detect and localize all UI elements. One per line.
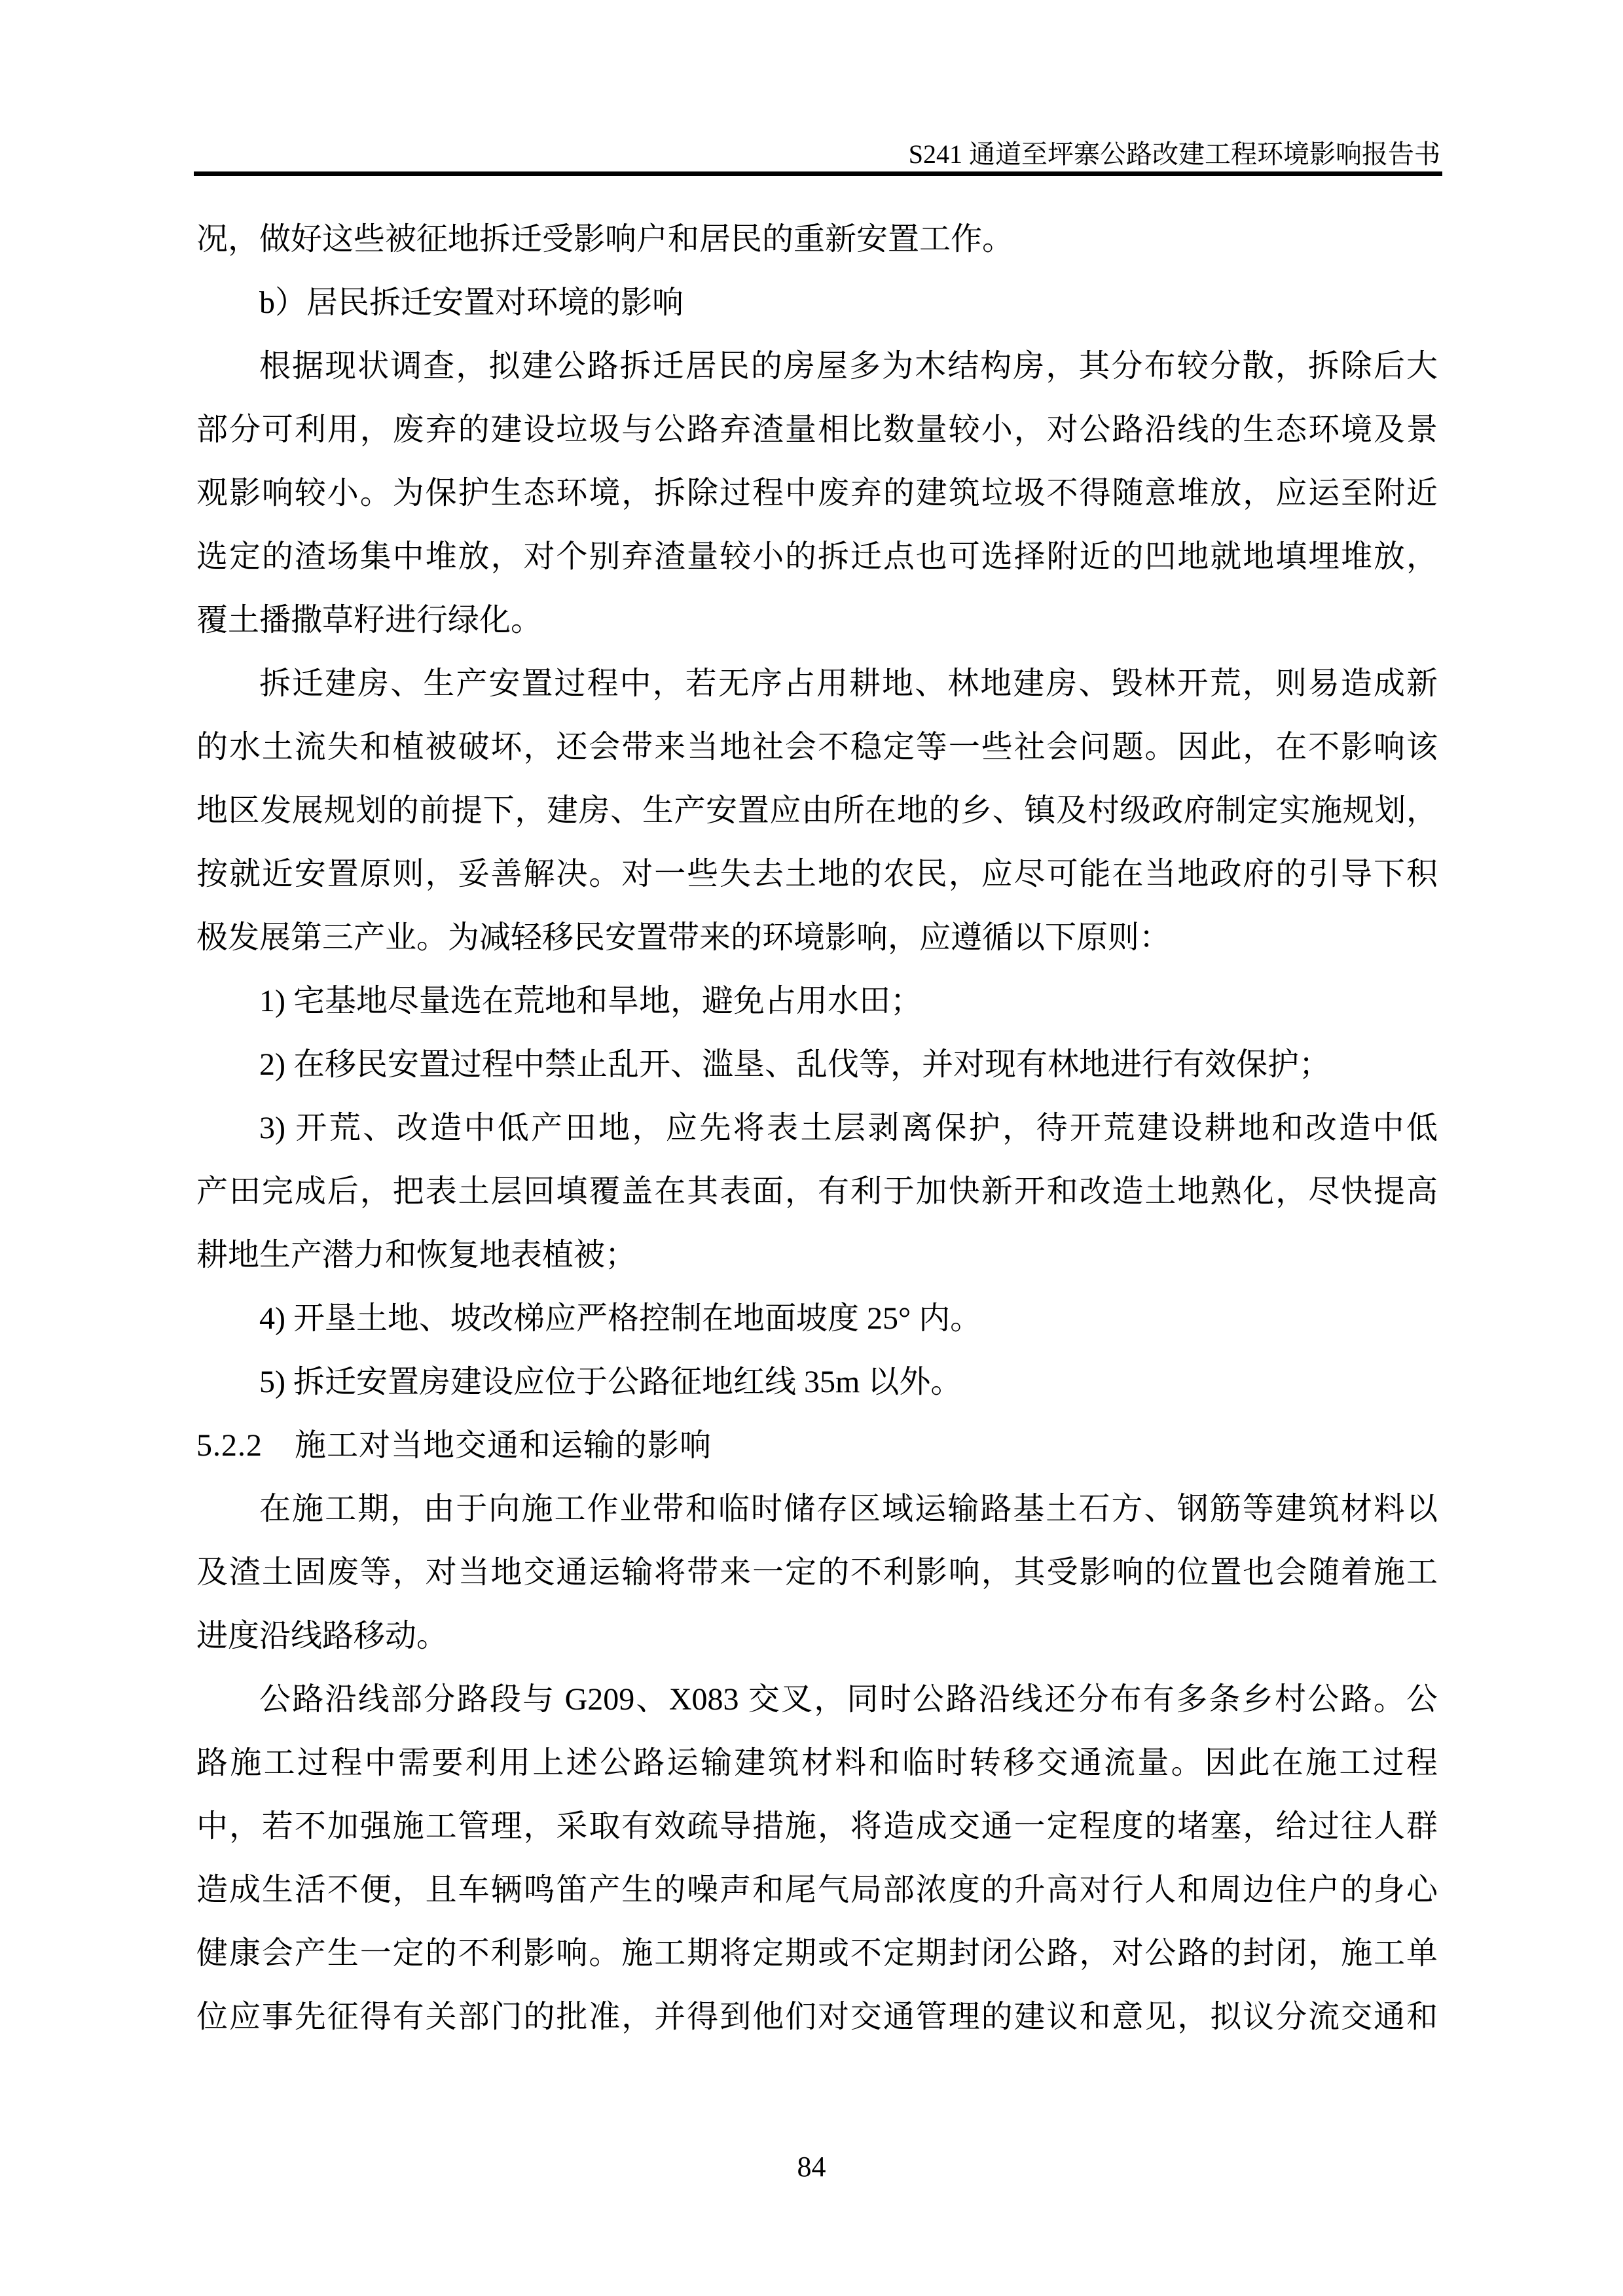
paragraph-line: 极发展第三产业。为减轻移民安置带来的环境影响，应遵循以下原则： [196, 920, 1171, 955]
paragraph-line: 况，做好这些被征地拆迁受影响户和居民的重新安置工作。 [196, 222, 1014, 257]
paragraph-line: 耕地生产潜力和恢复地表植被； [196, 1238, 637, 1272]
paragraph-line: 进度沿线路移动。 [196, 1619, 448, 1653]
paragraph-line: 选定的渣场集中堆放，对个别弃渣量较小的拆迁点也可选择附近的凹地就地填埋堆放， [196, 539, 1438, 574]
paragraph-line: 健康会产生一定的不利影响。施工期将定期或不定期封闭公路，对公路的封闭，施工单 [196, 1936, 1438, 1971]
subsection-label-line: b）居民拆迁安置对环境的影响 [259, 285, 684, 320]
paragraph-line: 公路沿线部分路段与 G209、X083 交叉，同时公路沿线还分布有多条乡村公路。公 [259, 1682, 1438, 1717]
list-item-line: 3) 开荒、改造中低产田地，应先将表土层剥离保护，待开荒建设耕地和改造中低 [259, 1111, 1438, 1145]
section-heading: 5.2.2 施工对当地交通和运输的影响 [196, 1428, 712, 1463]
header-title: S241 通道至坪寨公路改建工程环境影响报告书 [908, 139, 1440, 169]
paragraph-line: 地区发展规划的前提下，建房、生产安置应由所在地的乡、镇及村级政府制定实施规划， [196, 793, 1438, 828]
paragraph-line: 根据现状调查，拟建公路拆迁居民的房屋多为木结构房，其分布较分散，拆除后大 [259, 349, 1438, 384]
paragraph-line: 观影响较小。为保护生态环境，拆除过程中废弃的建筑垃圾不得随意堆放，应运至附近 [196, 476, 1438, 511]
list-item-line: 4) 开垦土地、坡改梯应严格控制在地面坡度 25° 内。 [259, 1301, 982, 1336]
paragraph-line: 部分可利用，废弃的建设垃圾与公路弃渣量相比数量较小，对公路沿线的生态环境及景 [196, 412, 1438, 447]
paragraph-line: 在施工期，由于向施工作业带和临时储存区域运输路基土石方、钢筋等建筑材料以 [259, 1492, 1438, 1526]
paragraph-line: 路施工过程中需要利用上述公路运输建筑材料和临时转移交通流量。因此在施工过程 [196, 1746, 1438, 1780]
list-item-line: 1) 宅基地尽量选在荒地和旱地，避免占用水田； [259, 984, 922, 1018]
header-rule [194, 171, 1442, 176]
paragraph-line: 拆迁建房、生产安置过程中，若无序占用耕地、林地建房、毁林开荒，则易造成新 [259, 666, 1438, 701]
paragraph-line: 中，若不加强施工管理，采取有效疏导措施，将造成交通一定程度的堵塞，给过往人群 [196, 1809, 1438, 1844]
paragraph-line: 覆土播撒草籽进行绿化。 [196, 603, 543, 637]
paragraph-line: 位应事先征得有关部门的批准，并得到他们对交通管理的建议和意见，拟议分流交通和 [196, 2000, 1438, 2034]
paragraph-line: 及渣土固废等，对当地交通运输将带来一定的不利影响，其受影响的位置也会随着施工 [196, 1555, 1438, 1590]
list-item-line: 5) 拆迁安置房建设应位于公路征地红线 35m 以外。 [259, 1365, 962, 1399]
paragraph-line: 按就近安置原则，妥善解决。对一些失去土地的农民，应尽可能在当地政府的引导下积 [196, 857, 1438, 891]
page-number: 84 [797, 2151, 826, 2183]
list-item-line: 2) 在移民安置过程中禁止乱开、滥垦、乱伐等，并对现有林地进行有效保护； [259, 1047, 1330, 1082]
page-body [196, 207, 1438, 2049]
paragraph-line: 产田完成后，把表土层回填覆盖在其表面，有利于加快新开和改造土地熟化，尽快提高 [196, 1174, 1438, 1209]
paragraph-line: 的水土流失和植被破坏，还会带来当地社会不稳定等一些社会问题。因此，在不影响该 [196, 730, 1438, 764]
paragraph-line: 造成生活不便，且车辆鸣笛产生的噪声和尾气局部浓度的升高对行人和周边住户的身心 [196, 1873, 1438, 1907]
